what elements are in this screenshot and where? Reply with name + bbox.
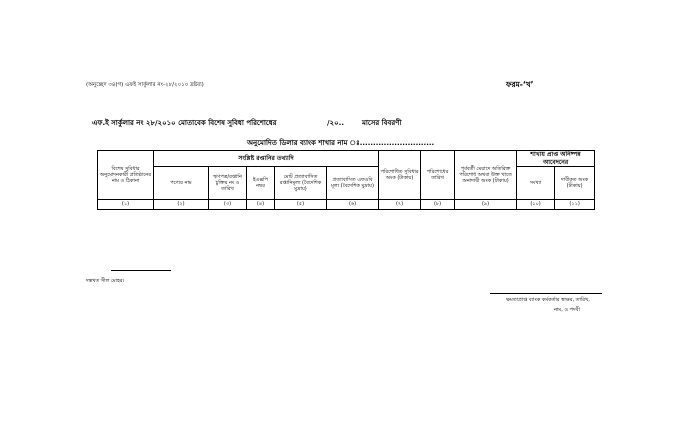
column-number: (৭) [379,200,421,210]
header-export-info-group: সংশ্লিষ্ট রপ্তানির তথ্যাদি [154,151,379,167]
header-count: সংখ্যা [517,167,555,200]
statement-title [92,117,402,129]
column-number: (৫) [275,200,327,210]
header-exp-number: ইএক্সপি নম্বর [247,167,275,200]
column-number: (৩) [209,200,247,210]
officer-signature-caption: ক্ষমতাপ্রাপ্ত ব্যাংক কর্মকর্তার স্বাক্ষর, তারিখ, [506,297,590,303]
header-beneficiary: বিশেষ সুবিধার অনুমোদনকারী প্রতিষ্ঠানের নাম ও ঠিকানা [98,151,154,200]
bank-branch-name-line: অনুমোদিত ডিলার ব্যাংক শাখার নাম ঃ............................ [247,139,435,147]
title-year-blank: /২০.. [327,119,344,127]
seal-signature-caption: দস্তখত সীল মোহর। [86,278,125,284]
statement-table [97,150,595,210]
header-goods-name: পণ্যের নাম [154,167,209,200]
header-pending-applications-group: শাখায় প্রাপ্ত অনিষ্পন্ন আবেদনের [517,151,595,167]
column-number: (১) [98,200,154,210]
circular-reference-note: (অনুচ্ছেদ ৩৪(গ) এফই সার্কুলার নং-২৮/২০১০ দ্রষ্টব্য) [86,82,204,88]
column-number: (১০) [517,200,555,210]
column-number: (৮) [421,200,455,210]
header-lc-contract: ঋণপত্র/রপ্তানি চুক্তির নং ও তারিখ [209,167,247,200]
header-fob-repatriated: প্রত্যাবাসিত এফওবি মূল্য (বৈদেশিক মুদ্রায়) [327,167,379,200]
header-paid-date: পরিশোধের তারিখ [421,151,455,200]
title-left: এফ.ই সার্কুলার নং ২৮/২০১০ মোতাবেক বিশেষ সুবিধা পরিশোধের [92,119,277,127]
column-number: (৬) [327,200,379,210]
column-number: (৯) [455,200,517,210]
column-number: (২) [154,200,209,210]
header-paid-amount: পরিশোধিত সুবিধার অংক (টাকায়) [379,151,421,200]
header-total-repatriated: মোট প্রত্যাবাসিত রপ্তানিমূল্য (বৈদেশিক মুদ্রায়) [275,167,327,200]
officer-signature-line [490,293,602,294]
seal-signature-line [111,270,171,271]
form-label: ফরম-‘খ’ [506,80,534,89]
column-number: (১১) [555,200,595,210]
title-right: মাসের বিবরণী [362,119,402,127]
officer-name-designation-caption: নাম, ও পদবী [554,307,580,313]
header-claimed-amount: দাবীকৃত অংক (টাকায়) [555,167,595,200]
column-number: (৪) [247,200,275,210]
header-previous-period: পূর্ববর্তী মেয়াদে অতিরিক্ত পরিশোধ অথবা উক্ত খাতে অনাদায়ী অংক (টাকায়) [455,151,517,200]
